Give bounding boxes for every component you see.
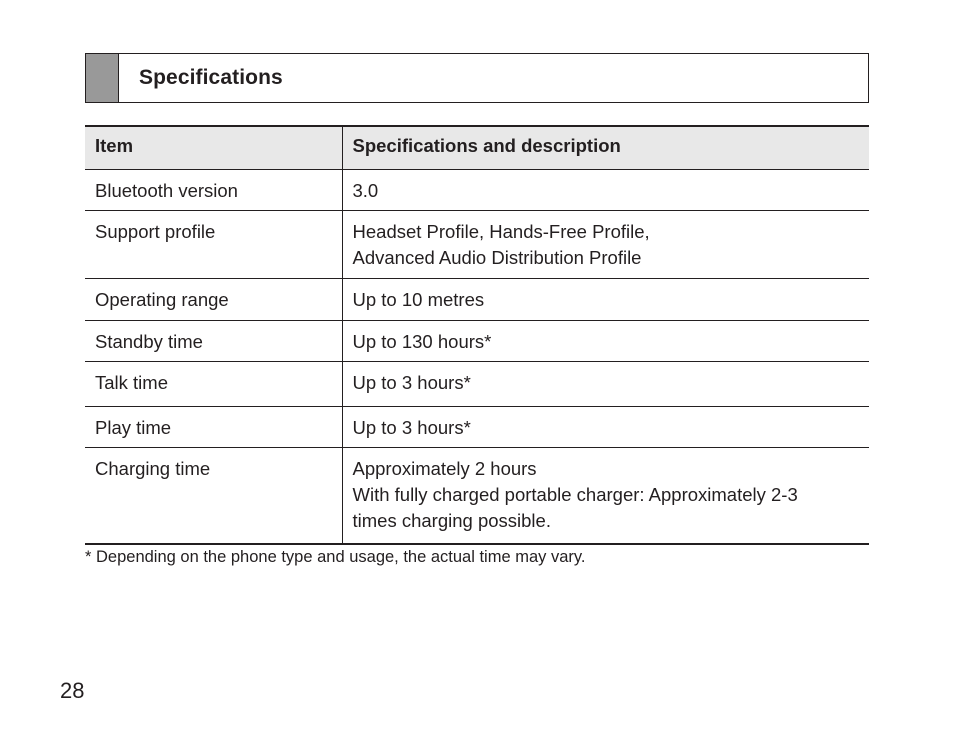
row-spec-value	[342, 169, 869, 210]
table-row	[85, 210, 869, 278]
section-header	[85, 53, 869, 103]
spec-line: Headset Profile, Hands-Free Profile,	[352, 220, 650, 242]
row-spec-value	[342, 361, 869, 406]
section-tab-marker	[86, 54, 119, 102]
footnote: * Depending on the phone type and usage, the actual time may vary.	[85, 548, 586, 566]
row-item-label: Bluetooth version	[85, 169, 342, 210]
row-item-label: Support profile	[85, 210, 342, 278]
spec-line: With fully charged portable charger: Approximately 2-3	[352, 483, 798, 505]
spec-line: Up to 3 hours*	[352, 371, 471, 393]
column-header-item: Item	[85, 126, 342, 169]
spec-line: 3.0	[352, 179, 379, 201]
table-row	[85, 320, 869, 361]
table-row	[85, 361, 869, 406]
row-spec-value	[342, 278, 869, 320]
row-item-label: Charging time	[85, 447, 342, 544]
row-spec-value	[342, 320, 869, 361]
table-row	[85, 406, 869, 447]
row-spec-value	[342, 447, 869, 544]
section-title: Specifications	[139, 66, 283, 89]
spec-line: Up to 10 metres	[352, 288, 485, 310]
row-item-label: Play time	[85, 406, 342, 447]
table-header-row	[85, 126, 869, 169]
table-row	[85, 169, 869, 210]
specifications-table	[85, 125, 869, 545]
table-row	[85, 278, 869, 320]
spec-line: Approximately 2 hours	[352, 457, 537, 479]
spec-line: times charging possible.	[352, 509, 551, 531]
column-header-spec: Specifications and description	[352, 135, 621, 156]
spec-line: Advanced Audio Distribution Profile	[352, 246, 642, 268]
row-spec-value	[342, 406, 869, 447]
row-item-label: Operating range	[85, 278, 342, 320]
row-item-label: Standby time	[85, 320, 342, 361]
row-item-label: Talk time	[85, 361, 342, 406]
spec-line: Up to 3 hours*	[352, 416, 471, 438]
page-number: 28	[60, 678, 85, 703]
spec-line: Up to 130 hours*	[352, 330, 492, 352]
row-spec-value	[342, 210, 869, 278]
table-row	[85, 447, 869, 544]
